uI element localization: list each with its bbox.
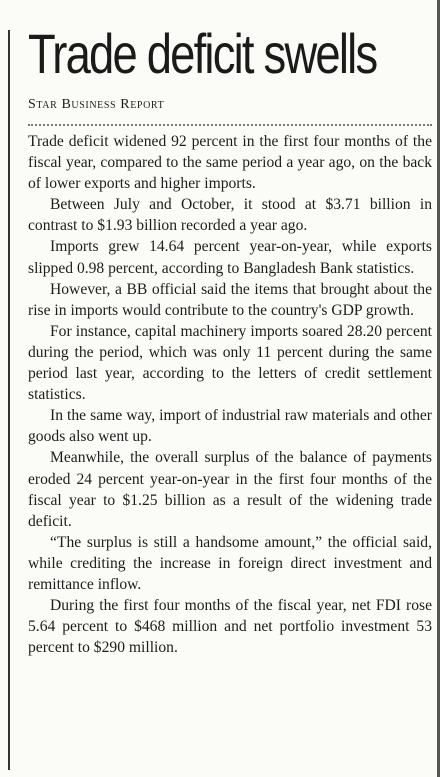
paragraph: During the first four months of the fiscal year, net FDI rose 5.64 percent to $468 million and net portfolio investment 53 percent to $290 million. <box>28 597 432 657</box>
paragraph: “The surplus is still a handsome amount,” the official said, while crediting the increase in foreign direct investment and remittance inflow. <box>28 533 432 593</box>
paragraph: For instance, capital machinery imports soared 28.20 percent during the period, which was only 11 percent during the same period last year, according to the letters of credit settlement statistics. <box>28 322 432 404</box>
paragraph: Between July and October, it stood at $3.71 billion in contrast to $1.93 billion recorded a year ago. <box>28 196 432 235</box>
paragraph: Trade deficit widened 92 percent in the first four months of the fiscal year, compared to the same period a year ago, on the back of lower exports and higher imports. <box>28 133 432 193</box>
dotted-divider <box>28 124 432 126</box>
paragraph: Imports grew 14.64 percent year-on-year, while exports slipped 0.98 percent, according to Bangladesh Bank statistics. <box>28 238 432 277</box>
paragraph: In the same way, import of industrial raw materials and other goods also went up. <box>28 407 432 446</box>
paragraph: Meanwhile, the overall surplus of the balance of payments eroded 24 percent year-on-year in the first four months of the fiscal year to $1.25 billion as a result of the widening trade deficit. <box>28 449 432 530</box>
news-article <box>28 22 432 658</box>
column-rule-left <box>8 30 10 770</box>
headline: Trade deficit swells <box>28 22 377 85</box>
article-body <box>28 131 432 658</box>
paragraph: However, a BB official said the items that brought about the rise in imports would contribute to the country's GDP growth. <box>28 280 432 319</box>
byline: Star Business Report <box>28 97 165 112</box>
